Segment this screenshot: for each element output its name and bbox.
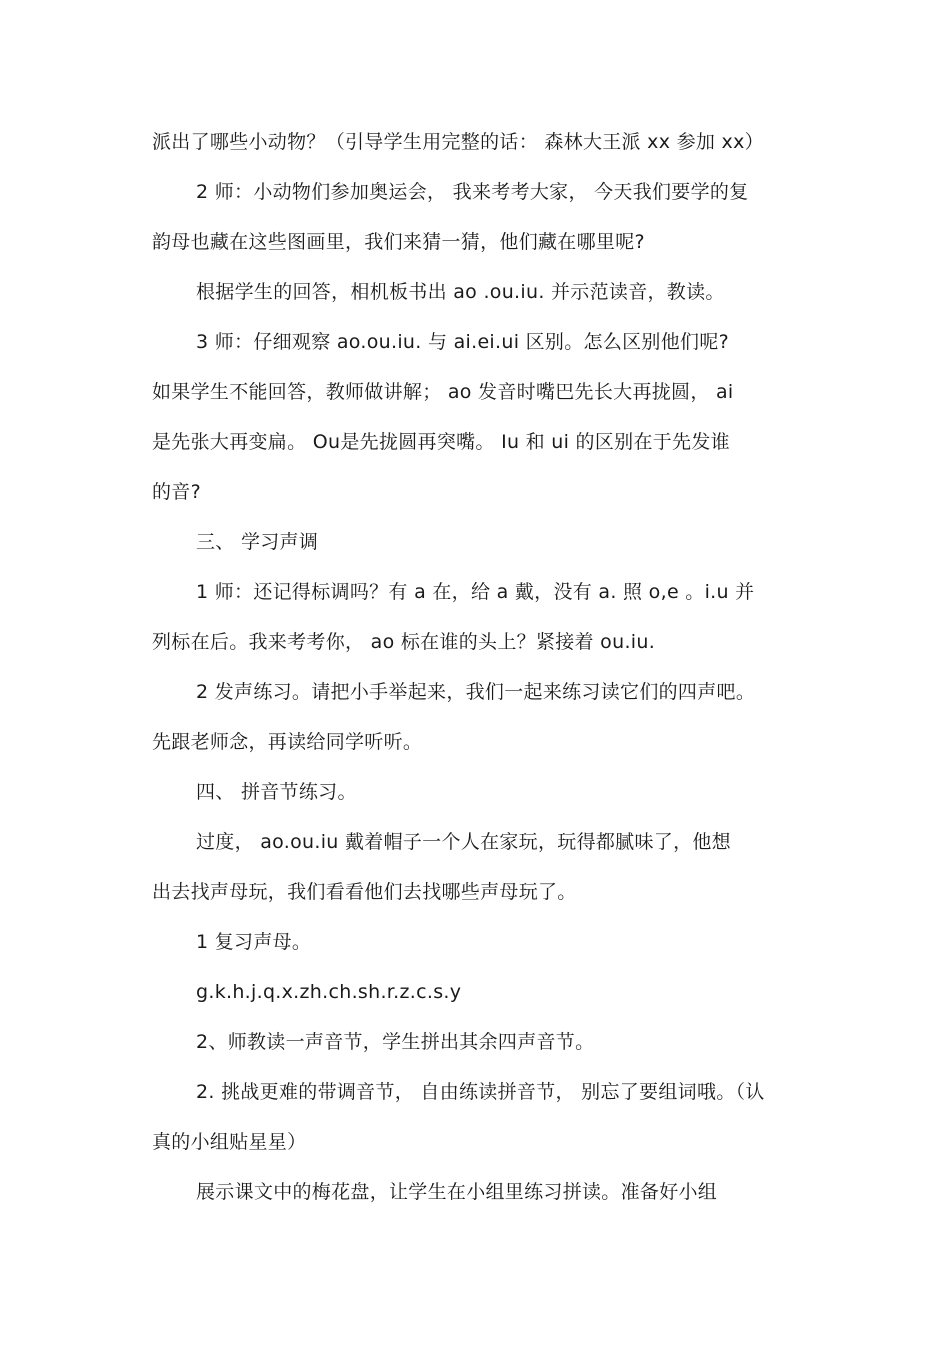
- section-heading-4: 四、 拼音节练习。: [196, 781, 357, 803]
- text-line-7: 是先张大再变扁。 Ou是先拢圆再突嘴。 Iu 和 ui 的区别在于先发谁: [152, 431, 730, 453]
- text-line-4: 根据学生的回答，相机板书出 ao .ou.iu. 并示范读音，教读。: [196, 281, 725, 303]
- text-line-20: 2. 挑战更难的带调音节， 自由练读拼音节， 别忘了要组词哦。（认: [196, 1081, 765, 1103]
- text-line-3: 韵母也藏在这些图画里，我们来猜一猜，他们藏在哪里呢?: [152, 231, 645, 253]
- text-line-17: 1 复习声母。: [196, 931, 312, 953]
- text-line-15: 过度， ao.ou.iu 戴着帽子一个人在家玩，玩得都腻味了，他想: [196, 831, 731, 853]
- text-line-13: 先跟老师念，再读给同学听听。: [152, 731, 423, 753]
- text-line-2: 2 师：小动物们参加奥运会， 我来考考大家， 今天我们要学的复: [196, 181, 749, 203]
- text-line-5: 3 师：仔细观察 ao.ou.iu. 与 ai.ei.ui 区别。怎么区别他们呢?: [196, 331, 730, 353]
- text-line-6: 如果学生不能回答，教师做讲解； ao 发音时嘴巴先长大再拢圆， ai: [152, 381, 734, 403]
- text-line-19: 2、师教读一声音节，学生拼出其余四声音节。: [196, 1031, 595, 1053]
- text-line-10: 1 师：还记得标调吗？有 a 在，给 a 戴，没有 a. 照 o,e 。i.u 并: [196, 581, 755, 603]
- text-line-1: 派出了哪些小动物？（引导学生用完整的话： 森林大王派 xx 参加 xx）: [152, 131, 764, 153]
- text-line-18: g.k.h.j.q.x.zh.ch.sh.r.z.c.s.y: [196, 981, 462, 1003]
- text-line-16: 出去找声母玩，我们看看他们去找哪些声母玩了。: [152, 881, 577, 903]
- text-line-11: 列标在后。我来考考你， ao 标在谁的头上？紧接着 ou.iu.: [152, 631, 656, 653]
- text-line-12: 2 发声练习。请把小手举起来，我们一起来练习读它们的四声吧。: [196, 681, 756, 703]
- section-heading-3: 三、 学习声调: [196, 531, 319, 553]
- text-line-8: 的音?: [152, 481, 201, 503]
- text-line-22: 展示课文中的梅花盘，让学生在小组里练习拼读。准备好小组: [196, 1181, 718, 1203]
- text-line-21: 真的小组贴星星）: [152, 1131, 307, 1153]
